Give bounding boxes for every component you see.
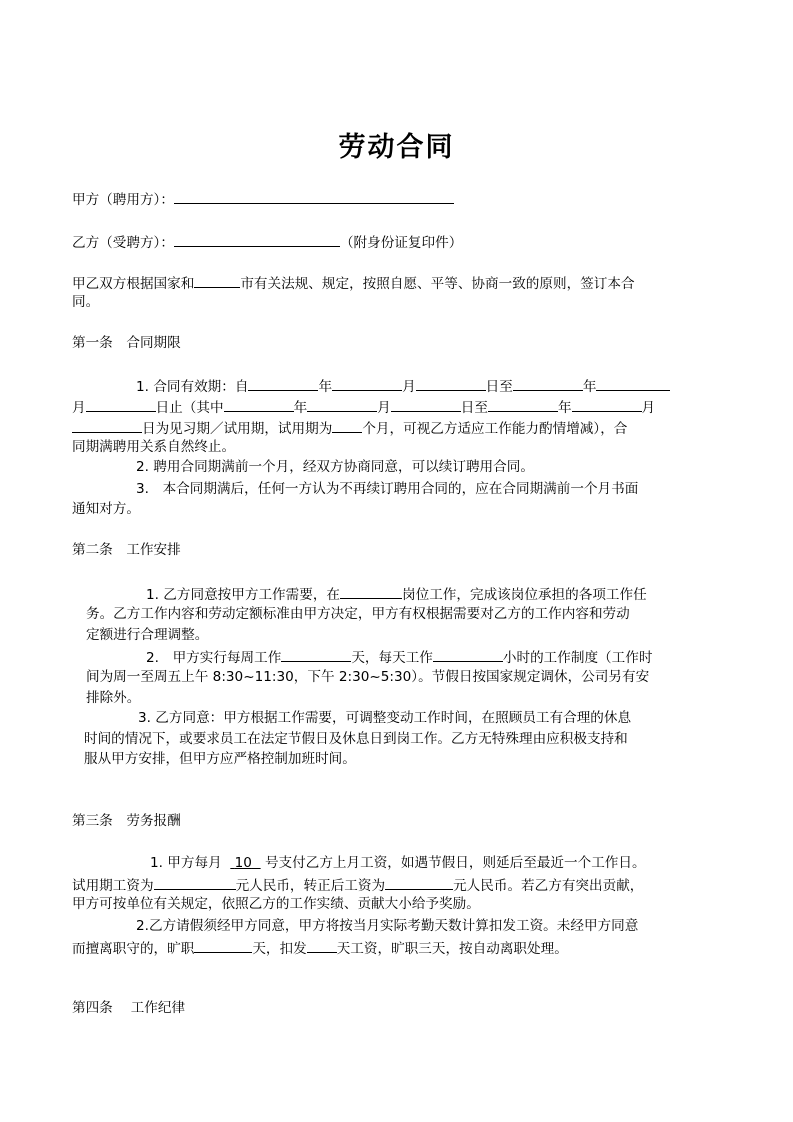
clause-text: 个月，可视乙方适应工作能力酌情增减），合: [362, 421, 628, 437]
party-b-line: [72, 231, 462, 253]
art2-p3-line1: 3. 乙方同意：甲方根据工作需要，可调整变动工作时间，在照顾员工有合理的休息: [138, 710, 632, 726]
clause-text: 天，每天工作: [351, 650, 433, 666]
hours-per-day-field[interactable]: [433, 646, 503, 662]
clause-text: 试用期工资为: [72, 878, 154, 894]
clause-text: 日止（其中: [155, 400, 224, 416]
year-label: 年: [318, 379, 333, 395]
month-label: 月: [641, 400, 656, 416]
position-field[interactable]: [340, 583, 402, 599]
probation-start-year-field[interactable]: [224, 396, 294, 412]
pay-day-number: 10: [234, 855, 252, 871]
probation-start-day-field[interactable]: [391, 396, 461, 412]
art2-p1-line1: [146, 583, 647, 605]
art2-p2-line2: 间为周一至周五上午 8:30~11:30，下午 2:30~5:30）。节假日按国家规定调休，公司另有安: [86, 669, 650, 685]
art2-p2-line3: 排除外。: [86, 690, 141, 706]
art2-p3-line2: 时间的情况下，或要求员工在法定节假日及休息日到岗工作。乙方无特殊理由应积极支持和: [84, 731, 628, 747]
year-label: 年: [293, 400, 308, 416]
days-per-week-field[interactable]: [281, 646, 351, 662]
party-b-label: 乙方（受聘方）：: [72, 235, 174, 251]
clause-text: 天工资，旷职三天，按自动离职处理。: [336, 941, 568, 957]
art1-p3-line1: 3. 本合同期满后，任何一方认为不再续订聘用合同的，应在合同期满前一个月书面: [136, 481, 639, 497]
art1-p1-line3: [72, 417, 627, 439]
clause-number: 1.: [136, 379, 149, 395]
art1-p1-line4: 同期满聘用关系自然终止。: [72, 439, 236, 455]
month-label: 月: [402, 379, 416, 395]
intro-line-2: 同。: [72, 294, 100, 310]
art2-p2-line1: [146, 646, 652, 668]
year-label: 年: [557, 400, 572, 416]
art2-p1-line3: 定额进行合理调整。: [86, 627, 209, 643]
deducted-days-field[interactable]: [307, 937, 337, 953]
probation-salary-field[interactable]: [154, 874, 236, 890]
art3-p2-line1: 2.乙方请假须经甲方同意，甲方将按当月实际考勤天数计算扣发工资。未经甲方同意: [136, 918, 639, 934]
party-a-name-field[interactable]: [174, 188, 454, 204]
art3-p1-line1: [150, 853, 646, 873]
art1-p1-line2: [72, 396, 655, 418]
probation-end-month-field[interactable]: [572, 396, 642, 412]
intro-text: 甲乙双方根据国家和: [72, 276, 195, 292]
month-label: 月: [377, 400, 391, 416]
intro-line-1: [72, 272, 635, 294]
intro-text: 市有关法规、规定，按照自愿、平等、协商一致的原则，签订本合: [240, 276, 635, 292]
article-4-heading: 第四条 工作纪律: [72, 1000, 186, 1016]
art2-p3-line3: 服从甲方安排，但甲方应严格控制加班时间。: [84, 751, 356, 767]
regular-salary-field[interactable]: [385, 874, 453, 890]
clause-text: 2. 甲方实行每周工作: [146, 650, 282, 666]
clause-text: 小时的工作制度（工作时: [502, 650, 653, 666]
end-day-field[interactable]: [86, 396, 156, 412]
party-a-label: 甲方（聘用方）：: [72, 192, 174, 208]
party-a-line: [72, 188, 454, 210]
day-to-label: 日至: [485, 379, 513, 395]
start-day-field[interactable]: [416, 375, 486, 391]
year-label: 年: [582, 379, 597, 395]
clause-text: 1. 甲方每月: [150, 855, 222, 871]
art3-p2-line2: [72, 937, 568, 959]
clause-text: 日为见习期／试用期，试用期为: [142, 421, 333, 437]
probation-months-field[interactable]: [332, 417, 362, 433]
party-b-name-field[interactable]: [174, 231, 340, 247]
clause-text: 而擅离职守的，旷职: [72, 941, 195, 957]
article-2-heading: 第二条 工作安排: [72, 542, 181, 558]
art3-p1-line2: [72, 874, 643, 896]
end-month-field[interactable]: [596, 375, 670, 391]
clause-text: 元人民币。若乙方有突出贡献，: [453, 878, 644, 894]
party-b-note: （附身份证复印件）: [339, 235, 463, 251]
clause-text: 天，扣发: [252, 941, 307, 957]
probation-end-year-field[interactable]: [488, 396, 558, 412]
city-field[interactable]: [194, 272, 240, 288]
art2-p1-line2: 务。乙方工作内容和劳动定额标准由甲方决定，甲方有权根据需要对乙方的工作内容和劳动: [86, 606, 630, 622]
clause-text: 合同有效期：自: [153, 379, 249, 395]
art1-p2: 2. 聘用合同期满前一个月，经双方协商同意，可以续订聘用合同。: [136, 459, 534, 475]
absence-days-field[interactable]: [194, 937, 252, 953]
clause-text: 元人民币，转正后工资为: [235, 878, 386, 894]
day-to-label: 日至: [460, 400, 488, 416]
start-month-field[interactable]: [332, 375, 402, 391]
probation-start-month-field[interactable]: [307, 396, 377, 412]
month-label: 月: [72, 400, 86, 416]
pay-day-value: [230, 855, 260, 871]
art3-p1-line3: 甲方可按单位有关规定，依照乙方的工作实绩、贡献大小给予奖励。: [72, 896, 480, 912]
art1-p3-line2: 通知对方。: [72, 501, 140, 517]
end-year-field[interactable]: [513, 375, 583, 391]
clause-text: 岗位工作，完成该岗位承担的各项工作任: [402, 587, 647, 603]
article-3-heading: 第三条 劳务报酬: [72, 813, 181, 829]
start-year-field[interactable]: [248, 375, 318, 391]
document-title: 劳动合同: [338, 132, 455, 163]
article-1-heading: 第一条 合同期限: [72, 335, 181, 351]
probation-end-day-field[interactable]: [72, 417, 142, 433]
clause-text: 1. 乙方同意按甲方工作需要，在: [146, 587, 341, 603]
art1-p1-line1: [136, 375, 670, 397]
clause-text: 号支付乙方上月工资，如遇节假日，则延后至最近一个工作日。: [264, 855, 646, 871]
